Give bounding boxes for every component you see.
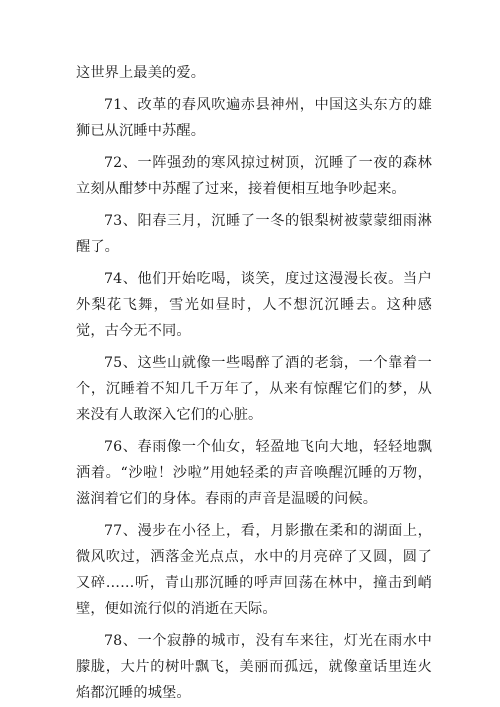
- paragraph-78: 78、一个寂静的城市，没有车来往，灯光在雨水中朦胧，大片的树叶飘飞，美丽而孤远，就像童话里连火焰都沉睡的城堡。: [76, 633, 432, 701]
- paragraph-73: 73、阳春三月，沉睡了一冬的银梨树被蒙蒙细雨淋醒了。: [76, 213, 432, 255]
- paragraph-76: 76、春雨像一个仙女，轻盈地飞向大地，轻轻地飘洒着。“沙啦！沙啦”用她轻柔的声音唤醒沉睡的万物，滋润着它们的身体。春雨的声音是温暖的问候。: [76, 439, 432, 507]
- paragraph-71: 71、改革的春风吹遍赤县神州，中国这头东方的雄狮已从沉睡中苏醒。: [76, 97, 432, 139]
- paragraph-continuation: 这世界上最美的爱。: [76, 65, 206, 81]
- paragraph-72: 72、一阵强劲的寒风掠过树顶，沉睡了一夜的森林立刻从酣梦中苏醒了过来，接着便相互地争吵起来。: [76, 155, 432, 197]
- paragraph-74: 74、他们开始吃喝，谈笑，度过这漫漫长夜。当户外梨花飞舞，雪光如昼时，人不想沉沉睡去。这种感觉，古今无不同。: [76, 271, 432, 339]
- document-body: [76, 60, 432, 706]
- paragraph-77: 77、漫步在小径上，看，月影撒在柔和的湖面上，微风吹过，洒落金光点点，水中的月亮碎了又圆，圆了又碎……听，青山那沉睡的呼声回荡在林中，撞击到峭壁，便如流行似的消逝在天际。: [76, 523, 432, 617]
- paragraph-75: 75、这些山就像一些喝醉了酒的老翁，一个靠着一个，沉睡着不知几千万年了，从来有惊醒它们的梦，从来没有人敢深入它们的心脏。: [76, 355, 432, 423]
